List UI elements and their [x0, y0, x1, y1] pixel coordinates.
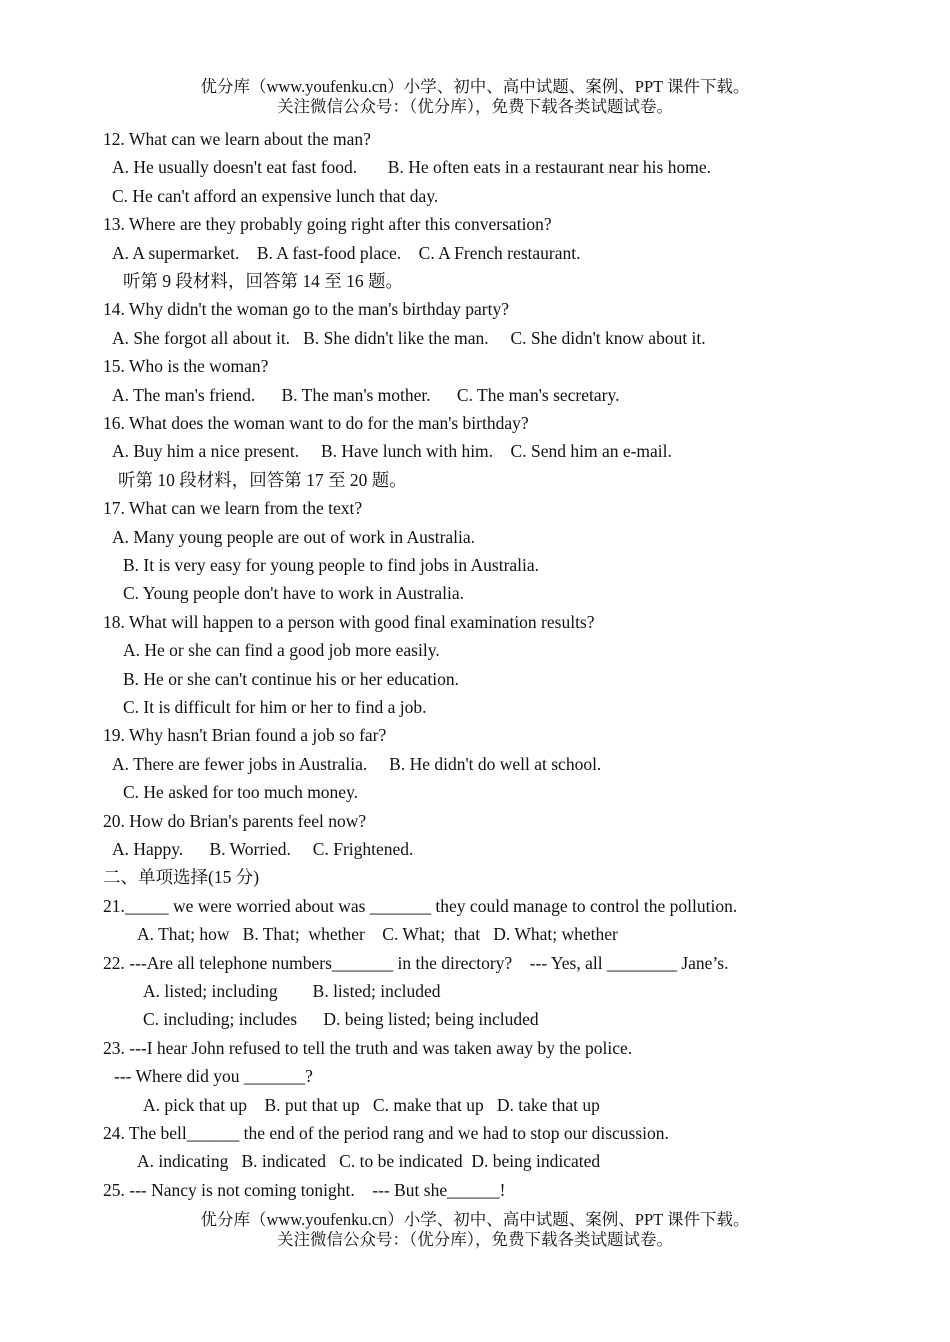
question-22: 22. ---Are all telephone numbers_______ in the directory? --- Yes, all ________ Jane’s.	[103, 953, 729, 973]
question-23-reply: --- Where did you _______?	[114, 1066, 313, 1086]
question-20: 20. How do Brian's parents feel now?	[103, 811, 367, 831]
question-12-options-ab: A. He usually doesn't eat fast food. B. He often eats in a restaurant near his home.	[112, 157, 711, 177]
question-22-options-cd: C. including; includes D. being listed; being included	[143, 1009, 539, 1029]
question-18: 18. What will happen to a person with good final examination results?	[103, 612, 595, 632]
page-footer-line-2: 关注微信公众号：（优分库），免费下载各类试题试卷。	[277, 1230, 673, 1249]
question-18-option-c: C. It is difficult for him or her to find a job.	[123, 697, 427, 717]
question-23: 23. ---I hear John refused to tell the truth and was taken away by the police.	[103, 1038, 633, 1058]
question-19-option-c: C. He asked for too much money.	[123, 782, 359, 802]
page-footer-line-1: 优分库（www.youfenku.cn）小学、初中、高中试题、案例、PPT 课件下载。	[200, 1210, 750, 1229]
section-instruction-9: 听第 9 段材料，回答第 14 至 16 题。	[123, 271, 403, 291]
question-17-option-a: A. Many young people are out of work in Australia.	[112, 527, 476, 547]
question-13-options: A. A supermarket. B. A fast-food place. C. A French restaurant.	[112, 243, 581, 263]
question-17: 17. What can we learn from the text?	[103, 498, 363, 518]
question-15-options: A. The man's friend. B. The man's mother. C. The man's secretary.	[112, 385, 620, 405]
question-21: 21._____ we were worried about was _______ they could manage to control the pollution.	[103, 896, 738, 916]
question-17-option-c: C. Young people don't have to work in Australia.	[123, 583, 464, 603]
question-25: 25. --- Nancy is not coming tonight. --- But she______!	[103, 1180, 506, 1200]
question-12: 12. What can we learn about the man?	[103, 129, 371, 149]
question-13: 13. Where are they probably going right after this conversation?	[103, 214, 552, 234]
question-19: 19. Why hasn't Brian found a job so far?	[103, 725, 387, 745]
question-12-option-c: C. He can't afford an expensive lunch that day.	[112, 186, 439, 206]
page-header-line-1: 优分库（www.youfenku.cn）小学、初中、高中试题、案例、PPT 课件下载。	[200, 77, 750, 96]
question-16: 16. What does the woman want to do for the man's birthday?	[103, 413, 529, 433]
section-heading-2: 二、单项选择(15 分)	[103, 867, 260, 887]
question-16-options: A. Buy him a nice present. B. Have lunch with him. C. Send him an e-mail.	[112, 441, 672, 461]
question-23-options: A. pick that up B. put that up C. make that up D. take that up	[143, 1095, 600, 1115]
question-17-option-b: B. It is very easy for young people to find jobs in Australia.	[123, 555, 540, 575]
question-19-options-ab: A. There are fewer jobs in Australia. B. He didn't do well at school.	[112, 754, 602, 774]
question-14: 14. Why didn't the woman go to the man's birthday party?	[103, 299, 509, 319]
question-18-option-b: B. He or she can't continue his or her education.	[123, 669, 460, 689]
section-instruction-10: 听第 10 段材料，回答第 17 至 20 题。	[118, 470, 407, 490]
question-20-options: A. Happy. B. Worried. C. Frightened.	[112, 839, 414, 859]
question-18-option-a: A. He or she can find a good job more easily.	[123, 640, 440, 660]
question-24: 24. The bell______ the end of the period rang and we had to stop our discussion.	[103, 1123, 669, 1143]
question-24-options: A. indicating B. indicated C. to be indicated D. being indicated	[137, 1151, 601, 1171]
question-15: 15. Who is the woman?	[103, 356, 269, 376]
page-header-line-2: 关注微信公众号：（优分库），免费下载各类试题试卷。	[277, 97, 673, 116]
question-14-options: A. She forgot all about it. B. She didn't like the man. C. She didn't know about it.	[112, 328, 706, 348]
question-22-options-ab: A. listed; including B. listed; included	[143, 981, 441, 1001]
question-21-options: A. That; how B. That; whether C. What; that D. What; whether	[137, 924, 618, 944]
